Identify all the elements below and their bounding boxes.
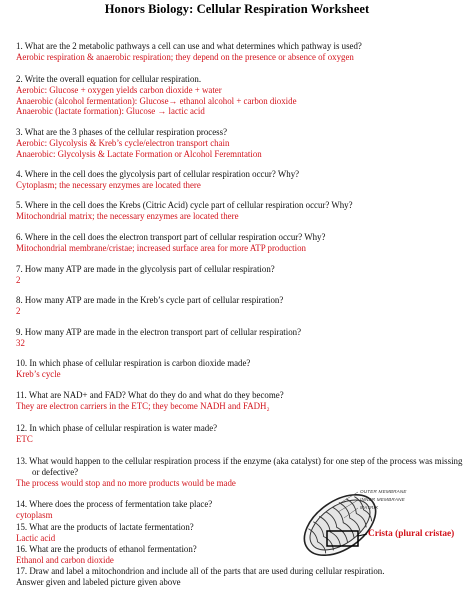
question-text: 2. Write the overall equation for cellular respiration. <box>16 74 202 84</box>
question-text: 17. Draw and label a mitochondrion and include all of the parts that are used during cellular respiration. <box>16 566 385 576</box>
question-block-7 <box>16 264 466 286</box>
question-block-12 <box>16 423 466 445</box>
question-text: 9. How many ATP are made in the electron transport part of cellular respiration? <box>16 327 302 337</box>
answer-text: 2 <box>16 305 21 316</box>
answer-text: Mitochondrial matrix; the necessary enzymes are located there <box>16 210 239 221</box>
question-text: 14. Where does the process of fermentation take place? <box>16 499 213 509</box>
inner-membrane-label: INNER MEMBRANE <box>360 497 405 502</box>
answer-text: Anaerobic: Glycolysis & Lactate Formation or Alcohol Feremntation <box>16 148 262 159</box>
question-block-6 <box>16 232 466 254</box>
answer-text: 32 <box>16 337 25 348</box>
crista-label: Crista (plural cristae) <box>368 529 455 539</box>
mitochondrion-diagram <box>260 470 470 582</box>
answer-text: cytoplasm <box>16 509 53 520</box>
answer-text: Mitochondrial membrane/cristae; increased surface area for more ATP production <box>16 242 306 253</box>
answer-text: Ethanol and carbon dioxide <box>16 554 114 565</box>
answer-text: They are electron carriers in the ETC; they become NADH and FADH₂ <box>16 400 270 411</box>
question-text: 13. What would happen to the cellular respiration process if the enzyme (aka catalyst) for one step of the process was missing or defective? <box>16 456 463 477</box>
answer-text: ETC <box>16 433 33 444</box>
question-block-8 <box>16 295 466 317</box>
question-text: 3. What are the 3 phases of the cellular respiration process? <box>16 127 228 137</box>
matrix-label: MATRIX <box>360 505 379 510</box>
question-text: 5. Where in the cell does the Krebs (Citric Acid) cycle part of cellular respiration occur? Why? <box>16 200 353 210</box>
question-text: 6. Where in the cell does the electron transport part of cellular respiration occur? Why? <box>16 232 326 242</box>
question-text: 16. What are the products of ethanol fermentation? <box>16 544 197 554</box>
question-text: 10. In which phase of cellular respiration is carbon dioxide made? <box>16 358 251 368</box>
page-title: Honors Biology: Cellular Respiration Worksheet <box>104 2 370 16</box>
answer-text: Cytoplasm; the necessary enzymes are located there <box>16 179 201 190</box>
answer-text: 2 <box>16 274 21 285</box>
question-block-5 <box>16 200 466 222</box>
question-block-3 <box>16 127 466 159</box>
question-block-9 <box>16 327 466 349</box>
answer-text: The process would stop and no more products would be made <box>16 477 236 488</box>
answer-text: Kreb’s cycle <box>16 368 61 379</box>
outer-membrane-label: OUTER MEMBRANE <box>360 489 407 494</box>
question-text: 12. In which phase of cellular respiration is water made? <box>16 423 218 433</box>
question-text: 8. How many ATP are made in the Kreb’s cycle part of cellular respiration? <box>16 295 284 305</box>
answer-text: Aerobic respiration & anaerobic respiration; they depend on the presence or absence of oxygen <box>16 51 354 62</box>
question-block-4 <box>16 169 466 191</box>
question-block-2 <box>16 74 466 117</box>
question-text: 1. What are the 2 metabolic pathways a cell can use and what determines which pathway is used? <box>16 41 362 51</box>
question-block-10 <box>16 358 466 380</box>
answer-text: Anaerobic (alcohol fermentation): Glucose→ ethanol alcohol + carbon dioxide <box>16 95 297 106</box>
question-text: 4. Where in the cell does the glycolysis part of cellular respiration occur? Why? <box>16 169 300 179</box>
question-block-1 <box>16 41 466 63</box>
answer-text: Aerobic: Glycolysis & Kreb’s cycle/electron transport chain <box>16 137 230 148</box>
question-text: 15. What are the products of lactate fermentation? <box>16 522 194 532</box>
answer-text: Lactic acid <box>16 532 56 543</box>
question-text: 11. What are NAD+ and FAD? What do they do and what do they become? <box>16 390 284 400</box>
answer-text: Aerobic: Glucose + oxygen yields carbon dioxide + water <box>16 84 222 95</box>
question-block-11 <box>16 390 466 412</box>
answer-text: Anaerobic (lactate formation): Glucose → lactic acid <box>16 106 205 117</box>
question-text: 7. How many ATP are made in the glycolysis part of cellular respiration? <box>16 264 275 274</box>
final-note: Answer given and labeled picture given above <box>16 576 181 587</box>
